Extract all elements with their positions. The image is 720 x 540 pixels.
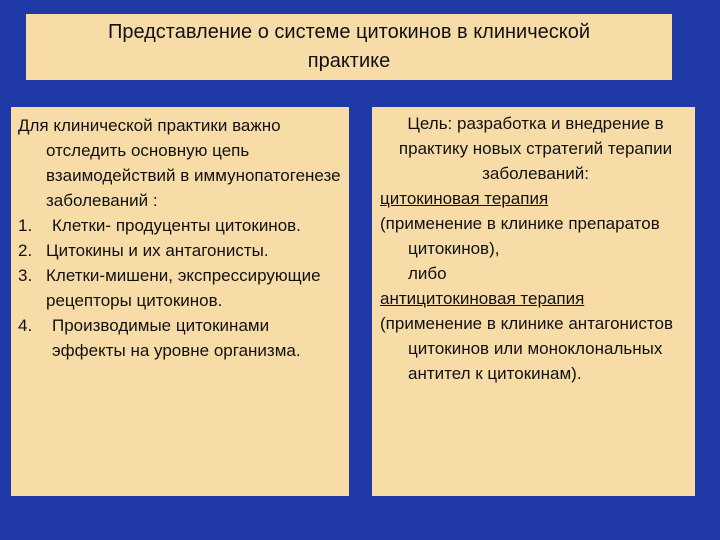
left-intro: Для клинической практики важно отследить основную цепь взаимодействий в иммунопатогенезе заболеваний : xyxy=(18,116,341,210)
slide-title: Представление о системе цитокинов в клинической практике xyxy=(107,21,591,72)
list-text: Клетки-мишени, экспрессирующие рецепторы цитокинов. xyxy=(46,266,321,310)
left-panel xyxy=(11,107,349,496)
list-number: 3. xyxy=(18,266,33,285)
list-item xyxy=(18,213,345,238)
list-number: 2. xyxy=(18,241,33,260)
list-text: Клетки- продуценты цитокинов. xyxy=(52,216,301,235)
cytokine-therapy-label: цитокиновая терапия xyxy=(380,189,549,208)
anticytokine-therapy-label: антицитокиновая терапия xyxy=(380,289,585,308)
or-text: либо xyxy=(408,264,447,283)
anticytokine-therapy-desc: (применение в клинике антагонистов цитокинов или моноклональных антител к цитокинам). xyxy=(380,314,673,383)
right-panel xyxy=(372,107,695,496)
list-number: 4. xyxy=(18,316,33,335)
list-item xyxy=(18,313,345,363)
cytokine-therapy-desc: (применение в клинике препаратов цитокинов), xyxy=(380,214,660,258)
list-item xyxy=(18,263,345,313)
goal-text: Цель: разработка и внедрение в практику новых стратегий терапии заболеваний: xyxy=(398,114,673,183)
list-number: 1. xyxy=(18,216,33,235)
list-text: Производимые цитокинами эффекты на уровне организма. xyxy=(52,316,301,360)
title-box xyxy=(26,14,672,80)
list-item xyxy=(18,238,345,263)
list-text: Цитокины и их антагонисты. xyxy=(46,241,269,260)
